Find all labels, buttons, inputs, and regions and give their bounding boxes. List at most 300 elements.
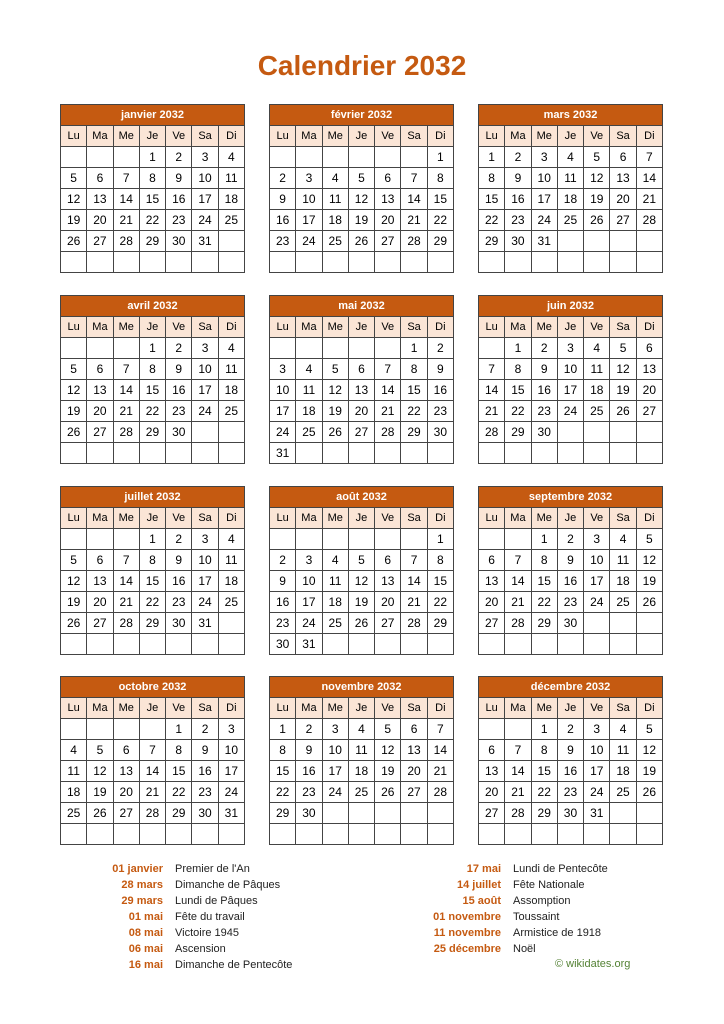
- day-cell: [584, 613, 610, 634]
- day-cell: [218, 231, 244, 252]
- day-cell: 6: [479, 740, 505, 761]
- weekday-label: Sa: [610, 317, 636, 338]
- weekday-label: Di: [427, 508, 453, 529]
- day-cell: 7: [479, 359, 505, 380]
- day-cell: [348, 338, 374, 359]
- day-cell: [166, 634, 192, 655]
- day-cell: [87, 634, 113, 655]
- day-cell: 7: [505, 550, 531, 571]
- day-cell: 22: [427, 592, 453, 613]
- month-title: avril 2032: [61, 296, 245, 317]
- day-cell: 6: [636, 338, 662, 359]
- day-cell: 4: [584, 338, 610, 359]
- day-cell: 8: [427, 550, 453, 571]
- weekday-label: Ma: [296, 698, 322, 719]
- weekday-label: Sa: [610, 508, 636, 529]
- day-cell: [375, 529, 401, 550]
- weekday-label: Me: [322, 508, 348, 529]
- day-cell: 18: [218, 571, 244, 592]
- day-cell: 5: [87, 740, 113, 761]
- day-cell: 22: [166, 782, 192, 803]
- day-cell: 26: [61, 231, 87, 252]
- day-cell: [401, 252, 427, 273]
- day-cell: 20: [375, 592, 401, 613]
- holiday-row: [380, 877, 608, 893]
- month-title: mars 2032: [479, 105, 663, 126]
- day-cell: 13: [375, 571, 401, 592]
- holiday-name: Lundi de Pâques: [175, 895, 258, 907]
- day-cell: [61, 719, 87, 740]
- holiday-name: Dimanche de Pâques: [175, 879, 281, 891]
- day-cell: 18: [296, 401, 322, 422]
- month-calendar: [478, 486, 663, 655]
- day-cell: [322, 824, 348, 845]
- day-cell: 28: [479, 422, 505, 443]
- day-cell: 31: [531, 231, 557, 252]
- day-cell: 2: [505, 147, 531, 168]
- day-cell: 3: [192, 529, 218, 550]
- weekday-label: Sa: [192, 317, 218, 338]
- day-cell: 11: [218, 550, 244, 571]
- day-cell: 7: [375, 359, 401, 380]
- day-cell: [139, 719, 165, 740]
- day-cell: 24: [192, 401, 218, 422]
- day-cell: 5: [348, 168, 374, 189]
- day-cell: 27: [375, 613, 401, 634]
- day-cell: 23: [166, 592, 192, 613]
- day-cell: 4: [610, 529, 636, 550]
- day-cell: 4: [218, 147, 244, 168]
- day-cell: 29: [427, 613, 453, 634]
- weekday-label: Ve: [166, 317, 192, 338]
- holiday-row: [60, 893, 292, 909]
- day-cell: 8: [139, 359, 165, 380]
- day-cell: 11: [557, 168, 583, 189]
- day-cell: 23: [270, 231, 296, 252]
- day-cell: [218, 443, 244, 464]
- holiday-date: 06 mai: [128, 943, 163, 955]
- day-cell: 2: [270, 168, 296, 189]
- day-cell: 15: [427, 189, 453, 210]
- day-cell: 28: [113, 231, 139, 252]
- day-cell: [270, 529, 296, 550]
- weekday-label: Di: [427, 126, 453, 147]
- day-cell: 4: [296, 359, 322, 380]
- day-cell: 31: [296, 634, 322, 655]
- month-calendar: [269, 295, 454, 464]
- day-cell: [636, 634, 662, 655]
- day-cell: 3: [557, 338, 583, 359]
- day-cell: 19: [610, 380, 636, 401]
- day-cell: 17: [192, 380, 218, 401]
- day-cell: [427, 252, 453, 273]
- day-cell: 8: [427, 168, 453, 189]
- month-title: juin 2032: [479, 296, 663, 317]
- weekday-label: Sa: [401, 508, 427, 529]
- day-cell: 10: [296, 571, 322, 592]
- weekday-label: Di: [218, 317, 244, 338]
- day-cell: 4: [557, 147, 583, 168]
- day-cell: [375, 443, 401, 464]
- weekday-label: Di: [218, 508, 244, 529]
- day-cell: 26: [322, 422, 348, 443]
- day-cell: 1: [139, 338, 165, 359]
- holiday-date: 28 mars: [121, 879, 163, 891]
- day-cell: 12: [610, 359, 636, 380]
- day-cell: 13: [87, 380, 113, 401]
- day-cell: 11: [61, 761, 87, 782]
- holiday-row: [60, 925, 292, 941]
- day-cell: 5: [636, 719, 662, 740]
- weekday-label: Di: [636, 698, 662, 719]
- day-cell: 6: [87, 550, 113, 571]
- weekday-label: Lu: [61, 698, 87, 719]
- day-cell: 21: [505, 782, 531, 803]
- day-cell: [87, 147, 113, 168]
- day-cell: 24: [557, 401, 583, 422]
- day-cell: 30: [531, 422, 557, 443]
- day-cell: 17: [192, 571, 218, 592]
- day-cell: 12: [636, 550, 662, 571]
- day-cell: 18: [610, 571, 636, 592]
- day-cell: [610, 803, 636, 824]
- day-cell: [296, 824, 322, 845]
- day-cell: 8: [479, 168, 505, 189]
- day-cell: 18: [218, 380, 244, 401]
- day-cell: 9: [427, 359, 453, 380]
- day-cell: 21: [479, 401, 505, 422]
- holiday-date: 01 novembre: [433, 911, 501, 923]
- day-cell: [113, 719, 139, 740]
- day-cell: [61, 529, 87, 550]
- day-cell: 20: [87, 401, 113, 422]
- day-cell: 22: [139, 210, 165, 231]
- holiday-date: 25 décembre: [433, 943, 501, 955]
- weekday-label: Sa: [401, 317, 427, 338]
- day-cell: 8: [401, 359, 427, 380]
- day-cell: 9: [505, 168, 531, 189]
- day-cell: 9: [557, 740, 583, 761]
- day-cell: 28: [139, 803, 165, 824]
- day-cell: 14: [505, 571, 531, 592]
- day-cell: 6: [375, 168, 401, 189]
- day-cell: [192, 634, 218, 655]
- day-cell: 1: [401, 338, 427, 359]
- day-cell: 17: [270, 401, 296, 422]
- weekday-label: Je: [348, 126, 374, 147]
- day-cell: [557, 422, 583, 443]
- day-cell: 28: [401, 231, 427, 252]
- day-cell: [322, 803, 348, 824]
- day-cell: [584, 443, 610, 464]
- weekday-label: Je: [557, 508, 583, 529]
- weekday-label: Lu: [270, 317, 296, 338]
- day-cell: 11: [322, 571, 348, 592]
- day-cell: 29: [427, 231, 453, 252]
- day-cell: 28: [427, 782, 453, 803]
- weekday-label: Ma: [296, 317, 322, 338]
- month-calendar: [478, 104, 663, 273]
- day-cell: 25: [296, 422, 322, 443]
- day-cell: [61, 338, 87, 359]
- day-cell: 3: [322, 719, 348, 740]
- day-cell: 19: [322, 401, 348, 422]
- month-title: octobre 2032: [61, 677, 245, 698]
- day-cell: 19: [61, 592, 87, 613]
- day-cell: 29: [531, 803, 557, 824]
- day-cell: 30: [505, 231, 531, 252]
- day-cell: 14: [636, 168, 662, 189]
- weekday-label: Di: [636, 508, 662, 529]
- weekday-label: Di: [218, 126, 244, 147]
- weekday-label: Ma: [296, 126, 322, 147]
- day-cell: [61, 634, 87, 655]
- day-cell: 2: [531, 338, 557, 359]
- day-cell: [61, 252, 87, 273]
- day-cell: 9: [296, 740, 322, 761]
- day-cell: 21: [505, 592, 531, 613]
- day-cell: 21: [636, 189, 662, 210]
- weekday-label: Ma: [87, 317, 113, 338]
- day-cell: [87, 338, 113, 359]
- day-cell: 25: [218, 210, 244, 231]
- day-cell: 12: [375, 740, 401, 761]
- day-cell: [113, 147, 139, 168]
- day-cell: 7: [401, 550, 427, 571]
- weekday-label: Di: [427, 317, 453, 338]
- day-cell: 16: [427, 380, 453, 401]
- day-cell: [270, 147, 296, 168]
- holiday-name: Assomption: [513, 895, 571, 907]
- day-cell: 9: [192, 740, 218, 761]
- day-cell: 16: [557, 571, 583, 592]
- month-calendar: [269, 104, 454, 273]
- holiday-name: Fête du travail: [175, 911, 245, 923]
- day-cell: 11: [610, 550, 636, 571]
- day-cell: 29: [401, 422, 427, 443]
- day-cell: 2: [557, 529, 583, 550]
- day-cell: 11: [584, 359, 610, 380]
- weekday-label: Di: [636, 126, 662, 147]
- day-cell: 20: [401, 761, 427, 782]
- weekday-label: Je: [139, 508, 165, 529]
- day-cell: 8: [531, 740, 557, 761]
- weekday-label: Lu: [479, 126, 505, 147]
- month-calendar: [269, 676, 454, 845]
- day-cell: [375, 634, 401, 655]
- day-cell: [401, 529, 427, 550]
- day-cell: [610, 613, 636, 634]
- day-cell: [479, 338, 505, 359]
- day-cell: 4: [218, 338, 244, 359]
- day-cell: 15: [531, 571, 557, 592]
- day-cell: 28: [636, 210, 662, 231]
- day-cell: 25: [61, 803, 87, 824]
- day-cell: 15: [479, 189, 505, 210]
- day-cell: 10: [192, 359, 218, 380]
- day-cell: 15: [401, 380, 427, 401]
- day-cell: 27: [113, 803, 139, 824]
- day-cell: [636, 803, 662, 824]
- weekday-label: Ma: [505, 698, 531, 719]
- month-calendar: [478, 295, 663, 464]
- day-cell: 26: [375, 782, 401, 803]
- day-cell: [505, 634, 531, 655]
- day-cell: [636, 443, 662, 464]
- day-cell: 20: [113, 782, 139, 803]
- holiday-list-left: [60, 861, 292, 973]
- day-cell: [348, 443, 374, 464]
- day-cell: 20: [348, 401, 374, 422]
- day-cell: 5: [348, 550, 374, 571]
- day-cell: [348, 252, 374, 273]
- day-cell: 16: [270, 210, 296, 231]
- day-cell: 30: [557, 613, 583, 634]
- day-cell: 13: [375, 189, 401, 210]
- holiday-date: 01 mai: [128, 911, 163, 923]
- day-cell: [348, 147, 374, 168]
- day-cell: [322, 529, 348, 550]
- weekday-label: Lu: [479, 508, 505, 529]
- weekday-label: Ve: [375, 508, 401, 529]
- day-cell: 2: [166, 147, 192, 168]
- day-cell: 27: [479, 803, 505, 824]
- day-cell: 9: [166, 168, 192, 189]
- day-cell: 25: [218, 592, 244, 613]
- day-cell: 1: [139, 529, 165, 550]
- day-cell: 14: [139, 761, 165, 782]
- day-cell: 18: [218, 189, 244, 210]
- day-cell: [427, 824, 453, 845]
- day-cell: 12: [584, 168, 610, 189]
- weekday-label: Me: [113, 698, 139, 719]
- day-cell: 3: [192, 147, 218, 168]
- day-cell: 21: [375, 401, 401, 422]
- weekday-label: Je: [139, 698, 165, 719]
- day-cell: [218, 422, 244, 443]
- day-cell: [427, 634, 453, 655]
- day-cell: 10: [192, 168, 218, 189]
- day-cell: [401, 803, 427, 824]
- day-cell: 4: [61, 740, 87, 761]
- day-cell: 26: [348, 613, 374, 634]
- weekday-label: Je: [139, 126, 165, 147]
- day-cell: 28: [113, 613, 139, 634]
- day-cell: 29: [531, 613, 557, 634]
- day-cell: 19: [636, 761, 662, 782]
- day-cell: 15: [270, 761, 296, 782]
- day-cell: 13: [636, 359, 662, 380]
- holiday-list-right: [380, 861, 608, 957]
- day-cell: 17: [584, 761, 610, 782]
- weekday-label: Je: [557, 126, 583, 147]
- day-cell: 21: [113, 210, 139, 231]
- day-cell: 16: [166, 189, 192, 210]
- day-cell: 5: [636, 529, 662, 550]
- holiday-date: 17 mai: [466, 863, 501, 875]
- day-cell: 16: [270, 592, 296, 613]
- day-cell: 4: [322, 168, 348, 189]
- day-cell: 12: [636, 740, 662, 761]
- day-cell: 9: [270, 571, 296, 592]
- weekday-label: Ma: [505, 508, 531, 529]
- weekday-label: Je: [139, 317, 165, 338]
- day-cell: [113, 529, 139, 550]
- day-cell: 16: [531, 380, 557, 401]
- day-cell: 26: [610, 401, 636, 422]
- day-cell: [479, 252, 505, 273]
- day-cell: 30: [270, 634, 296, 655]
- day-cell: [636, 252, 662, 273]
- day-cell: [192, 422, 218, 443]
- day-cell: 1: [505, 338, 531, 359]
- day-cell: 9: [531, 359, 557, 380]
- day-cell: 17: [557, 380, 583, 401]
- day-cell: 27: [610, 210, 636, 231]
- holiday-row: [60, 941, 292, 957]
- day-cell: 14: [401, 571, 427, 592]
- weekday-label: Me: [531, 126, 557, 147]
- day-cell: 18: [61, 782, 87, 803]
- day-cell: 11: [322, 189, 348, 210]
- day-cell: 10: [192, 550, 218, 571]
- weekday-label: Me: [531, 317, 557, 338]
- day-cell: 23: [166, 401, 192, 422]
- holiday-date: 01 janvier: [112, 863, 163, 875]
- day-cell: 1: [531, 719, 557, 740]
- day-cell: 22: [531, 782, 557, 803]
- month-calendar: [60, 104, 245, 273]
- day-cell: 15: [531, 761, 557, 782]
- day-cell: 24: [270, 422, 296, 443]
- day-cell: 20: [636, 380, 662, 401]
- day-cell: 27: [87, 231, 113, 252]
- month-title: décembre 2032: [479, 677, 663, 698]
- day-cell: 27: [348, 422, 374, 443]
- day-cell: 30: [296, 803, 322, 824]
- day-cell: 10: [218, 740, 244, 761]
- day-cell: [296, 338, 322, 359]
- day-cell: 22: [270, 782, 296, 803]
- day-cell: 6: [610, 147, 636, 168]
- day-cell: 3: [296, 550, 322, 571]
- day-cell: [218, 613, 244, 634]
- day-cell: [505, 529, 531, 550]
- day-cell: 10: [296, 189, 322, 210]
- day-cell: 7: [636, 147, 662, 168]
- holiday-row: [380, 941, 608, 957]
- day-cell: 31: [192, 231, 218, 252]
- day-cell: 29: [139, 422, 165, 443]
- weekday-label: Ve: [375, 317, 401, 338]
- holiday-name: Fête Nationale: [513, 879, 585, 891]
- day-cell: 1: [270, 719, 296, 740]
- weekday-label: Me: [322, 126, 348, 147]
- day-cell: 29: [139, 231, 165, 252]
- day-cell: 6: [348, 359, 374, 380]
- day-cell: 20: [610, 189, 636, 210]
- weekday-label: Me: [531, 698, 557, 719]
- day-cell: [139, 252, 165, 273]
- day-cell: 6: [479, 550, 505, 571]
- day-cell: 30: [192, 803, 218, 824]
- day-cell: 7: [401, 168, 427, 189]
- day-cell: [348, 529, 374, 550]
- day-cell: 11: [218, 359, 244, 380]
- day-cell: 3: [192, 338, 218, 359]
- day-cell: [531, 824, 557, 845]
- day-cell: 17: [296, 592, 322, 613]
